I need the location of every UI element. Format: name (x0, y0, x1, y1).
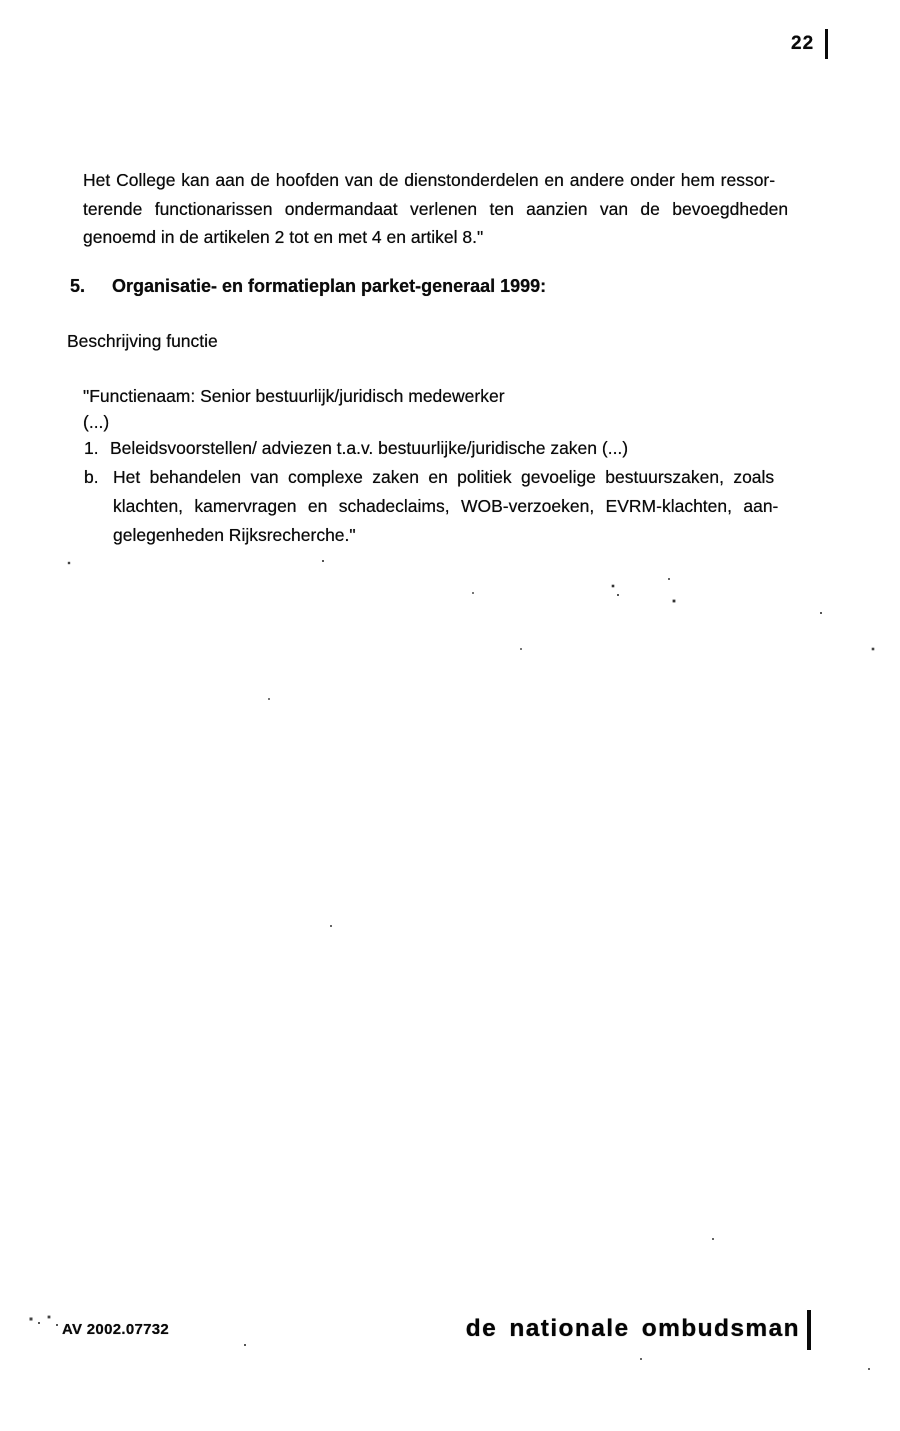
wordmark-divider (807, 1310, 811, 1350)
list-item-text: gelegenheden Rijksrecherche." (113, 525, 356, 545)
list-item-marker: 1. (84, 438, 99, 458)
function-name-line: "Functienaam: Senior bestuurlijk/juridisch medewerker (83, 386, 505, 406)
page-number: 22 (791, 33, 815, 54)
section-title: Organisatie- en formatieplan parket-generaal 1999: (112, 276, 547, 296)
paragraph-line: terende functionarissen ondermandaat verlenen ten aanzien van de bevoegdheden (83, 199, 789, 219)
list-item-text: Beleidsvoorstellen/ adviezen t.a.v. bestuurlijke/juridische zaken (...) (110, 438, 629, 458)
paragraph-line: Het College kan aan de hoofden van de dienstonderdelen en andere onder hem ressor- (83, 170, 776, 190)
list-item-text: Het behandelen van complexe zaken en politiek gevoelige bestuurszaken, zoals (113, 467, 775, 487)
paragraph-line: genoemd in de artikelen 2 tot en met 4 en artikel 8." (83, 227, 484, 247)
scan-noise (0, 0, 2, 2)
page-number-divider (825, 29, 828, 59)
document-reference: AV 2002.07732 (62, 1321, 170, 1338)
ellipsis-line: (...) (83, 412, 110, 432)
list-item-marker: b. (84, 467, 99, 487)
list-item-text: klachten, kamervragen en schadeclaims, WOB-verzoeken, EVRM-klachten, aan- (113, 496, 779, 516)
ombudsman-wordmark: de nationale ombudsman (465, 1315, 800, 1342)
section-number: 5. (70, 276, 86, 296)
subheading: Beschrijving functie (67, 331, 218, 351)
